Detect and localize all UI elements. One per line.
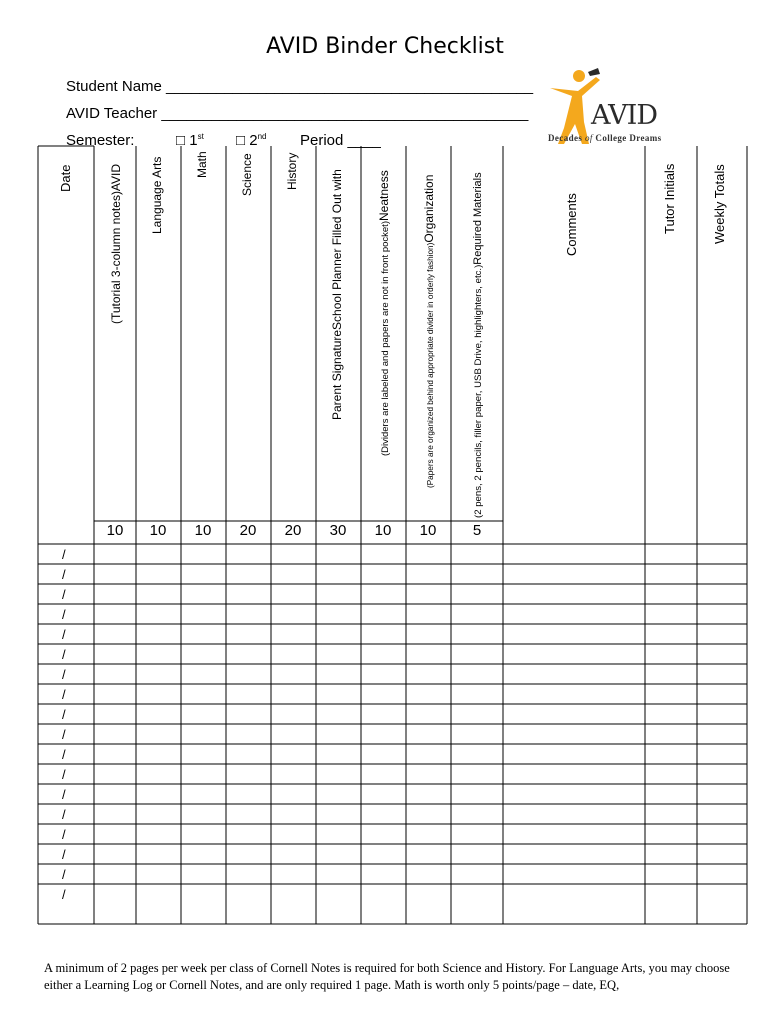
date-cell[interactable]: / xyxy=(62,727,66,742)
points-history: 20 xyxy=(284,522,302,539)
col-neatness-note: (Dividers are labeled and papers are not in front pocket) xyxy=(380,221,391,456)
date-cell[interactable]: / xyxy=(62,627,66,642)
date-cell[interactable]: / xyxy=(62,767,66,782)
date-cell[interactable]: / xyxy=(62,647,66,662)
col-organization xyxy=(423,175,437,488)
semester-label: Semester: xyxy=(66,132,135,149)
date-cell[interactable]: / xyxy=(62,887,66,902)
col-language-arts: Language Arts xyxy=(150,156,164,234)
date-cell[interactable]: / xyxy=(62,667,66,682)
col-avid: (Tutorial 3-column notes)AVID xyxy=(109,163,123,324)
col-math: Math xyxy=(195,151,209,178)
date-cell[interactable]: / xyxy=(62,607,66,622)
col-materials xyxy=(471,172,485,518)
logo-wordmark: AVID xyxy=(591,100,657,131)
date-cell[interactable]: / xyxy=(62,827,66,842)
date-cell[interactable]: / xyxy=(62,587,66,602)
points-planner: 30 xyxy=(329,522,347,539)
col-weekly-totals: Weekly Totals xyxy=(712,164,727,244)
points-science: 20 xyxy=(239,522,257,539)
col-planner: Parent SignatureSchool Planner Filled Out with xyxy=(330,169,344,420)
avid-teacher-field[interactable]: AVID Teacher ____________________________________________ xyxy=(66,105,529,122)
footer-note: A minimum of 2 pages per week per class of Cornell Notes is required for both Science and History. For Language Arts, you may choose either a Learning Log or Cornell Notes, and are only required 1 page. Math is worth only 5 points/page – date, EQ, xyxy=(44,961,730,992)
date-cell[interactable]: / xyxy=(62,747,66,762)
points-avid: 10 xyxy=(106,522,124,539)
col-neatness-label: Neatness xyxy=(377,170,391,221)
semester-first-sup: st xyxy=(197,132,204,141)
col-materials-label: Required Materials xyxy=(472,172,484,265)
page-title: AVID Binder Checklist xyxy=(266,34,504,59)
col-neatness xyxy=(378,170,392,456)
date-cell[interactable]: / xyxy=(62,567,66,582)
col-history: History xyxy=(285,152,299,190)
date-cell[interactable]: / xyxy=(62,707,66,722)
date-cell[interactable]: / xyxy=(62,787,66,802)
col-organization-note: (Papers are organized behind appropriate divider in orderly fashion) xyxy=(426,242,435,488)
date-cell[interactable]: / xyxy=(62,847,66,862)
date-cell[interactable]: / xyxy=(62,547,66,562)
tagline-of: of xyxy=(584,133,593,143)
semester-first-label: □ 1 xyxy=(176,132,198,149)
tagline-part-a: Decades xyxy=(548,133,585,143)
date-cell[interactable]: / xyxy=(62,807,66,822)
period-field[interactable]: Period ____ xyxy=(300,132,381,149)
date-cell[interactable]: / xyxy=(62,867,66,882)
col-science: Science xyxy=(240,153,254,196)
points-math: 10 xyxy=(194,522,212,539)
col-comments: Comments xyxy=(564,193,579,256)
points-language-arts: 10 xyxy=(149,522,167,539)
tagline-part-b: College Dreams xyxy=(592,133,662,143)
points-organization: 10 xyxy=(419,522,437,539)
points-neatness: 10 xyxy=(374,522,392,539)
semester-second-label: □ 2 xyxy=(236,132,258,149)
date-cell[interactable]: / xyxy=(62,687,66,702)
col-organization-label: Organization xyxy=(422,174,436,243)
points-materials: 5 xyxy=(472,522,482,539)
col-tutor-initials: Tutor Initials xyxy=(662,163,677,234)
col-date: Date xyxy=(58,164,73,192)
col-materials-note: (2 pens, 2 pencils, filler paper, USB Drive, highlighters, etc.) xyxy=(473,264,484,518)
student-name-field[interactable]: Student Name ____________________________________________ xyxy=(66,78,534,95)
semester-second-sup: nd xyxy=(257,132,267,141)
